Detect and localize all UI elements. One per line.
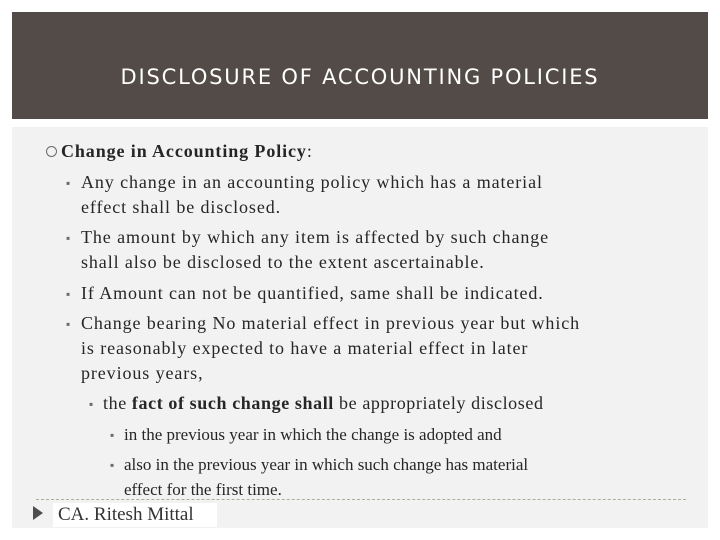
bullet-4-line-2: is reasonably expected to have a material effect in later [81, 338, 529, 358]
sub-bullet-1-prefix: the [103, 393, 127, 413]
square-bullet-icon: ▪ [66, 176, 71, 190]
section-heading-bold: Change in Accounting Policy [61, 141, 307, 161]
bullet-2-line-1: The amount by which any item is affected by such change [81, 227, 550, 247]
bullet-4-line-3: previous years, [81, 363, 204, 383]
sub-bullet-1 [103, 393, 544, 414]
footer-author: CA. Ritesh Mittal [58, 504, 194, 525]
sub-sub-bullet-1: in the previous year in which the change is adopted and [124, 425, 502, 444]
bullet-1-line-2: effect shall be disclosed. [81, 197, 282, 217]
arrow-right-icon [33, 506, 43, 520]
sub-sub-bullet-2-line-1: also in the previous year in which such change has material [124, 455, 529, 474]
bullet-1-line-1: Any change in an accounting policy which has a material [81, 172, 543, 192]
square-bullet-icon: ▪ [89, 397, 94, 411]
square-bullet-icon: ▪ [110, 428, 115, 442]
circle-bullet-icon [46, 146, 57, 157]
section-heading [61, 141, 313, 162]
slide-title: DISCLOSURE OF ACCOUNTING POLICIES [120, 65, 600, 89]
square-bullet-icon: ▪ [66, 317, 71, 331]
bullet-3-line-1: If Amount can not be quantified, same shall be indicated. [81, 283, 544, 303]
footer-divider [36, 499, 686, 500]
sub-sub-bullet-2-line-2: effect for the first time. [124, 480, 282, 499]
square-bullet-icon: ▪ [66, 231, 71, 245]
square-bullet-icon: ▪ [66, 287, 71, 301]
section-heading-suffix: : [306, 141, 313, 161]
sub-bullet-1-bold: fact of such change shall [131, 393, 334, 413]
bullet-2-line-2: shall also be disclosed to the extent ascertainable. [81, 252, 485, 272]
bullet-4-line-1: Change bearing No material effect in previous year but which [81, 313, 581, 333]
sub-bullet-1-suffix: be appropriately disclosed [339, 393, 544, 413]
title-bar [12, 12, 708, 119]
square-bullet-icon: ▪ [110, 458, 115, 472]
